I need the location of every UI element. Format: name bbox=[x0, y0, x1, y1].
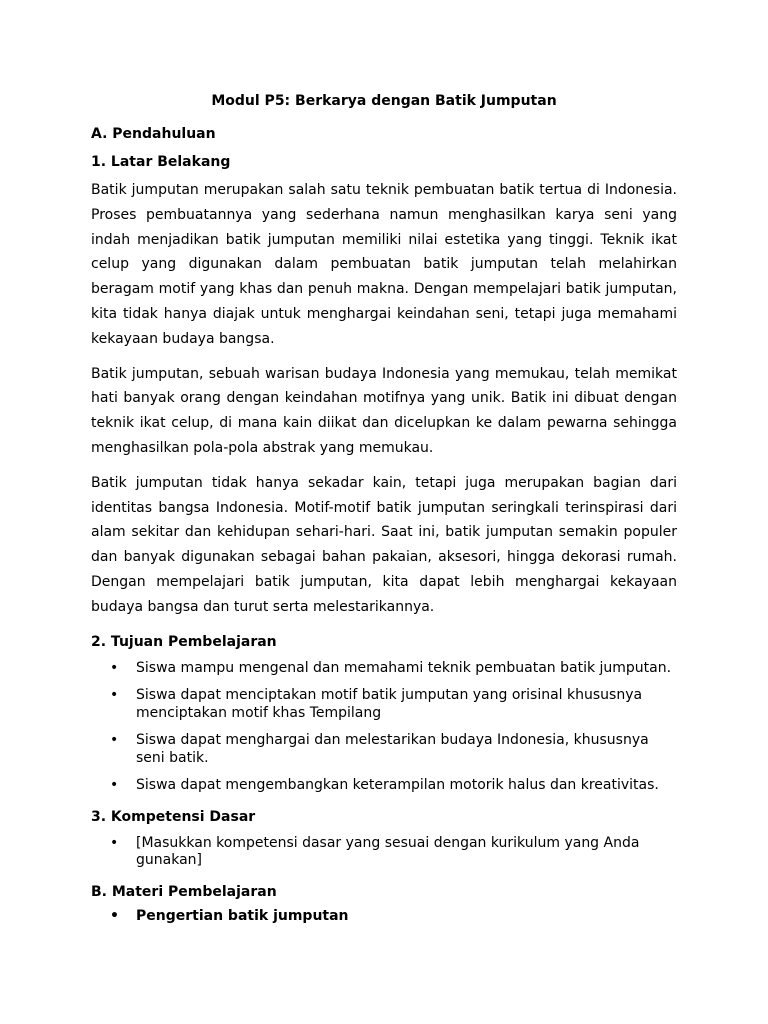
paragraph: Batik jumputan, sebuah warisan budaya Indonesia yang memukau, telah memikat hati banyak orang dengan keindahan motifnya yang unik. Batik ini dibuat dengan teknik ikat celup, di mana kain diikat dan dicelupkan ke dalam pewarna sehingga menghasilkan pola-pola abstrak yang memukau. bbox=[91, 365, 677, 456]
bullet-icon: • bbox=[110, 732, 119, 749]
bullet-icon: • bbox=[110, 834, 119, 851]
document-title: Modul P5: Berkarya dengan Batik Jumputan bbox=[211, 93, 557, 109]
bullet-icon: • bbox=[110, 777, 119, 794]
list-item bbox=[91, 835, 677, 870]
materi-list bbox=[91, 908, 677, 926]
list-item-text: Siswa dapat menciptakan motif batik jumputan yang orisinal khususnya menciptakan motif khas Tempilang bbox=[136, 687, 643, 721]
list-item-text: Siswa dapat mengembangkan keterampilan motorik halus dan kreativitas. bbox=[136, 777, 659, 794]
list-item bbox=[91, 660, 677, 678]
list-item bbox=[91, 908, 677, 926]
document-page bbox=[91, 89, 677, 935]
list-item-text: Pengertian batik jumputan bbox=[136, 907, 349, 924]
kompetensi-heading: 3. Kompetensi Dasar bbox=[91, 808, 256, 825]
paragraph: Batik jumputan merupakan salah satu teknik pembuatan batik tertua di Indonesia. Proses pembuatannya yang sederhana namun menghasilkan karya seni yang indah menjadikan batik jumputan memiliki nilai estetika yang tinggi. Teknik ikat celup yang digunakan dalam pembuatan batik jumputan telah melahirkan beragam motif yang khas dan penuh makna. Dengan mempelajari batik jumputan, kita tidak hanya diajak untuk menghargai keindahan seni, tetapi juga memahami kekayaan budaya bangsa. bbox=[91, 182, 677, 347]
latar-belakang-heading: 1. Latar Belakang bbox=[91, 154, 231, 170]
tujuan-list bbox=[91, 660, 677, 795]
bullet-icon: • bbox=[110, 659, 119, 676]
list-item-text: Siswa dapat menghargai dan melestarikan budaya Indonesia, khususnya seni batik. bbox=[136, 732, 649, 766]
list-item bbox=[91, 732, 677, 767]
tujuan-heading: 2. Tujuan Pembelajaran bbox=[91, 633, 277, 650]
list-item-text: Siswa mampu mengenal dan memahami teknik pembuatan batik jumputan. bbox=[136, 659, 672, 676]
bullet-icon: • bbox=[110, 907, 119, 924]
kompetensi-list bbox=[91, 835, 677, 870]
bullet-icon: • bbox=[110, 687, 119, 704]
list-item bbox=[91, 687, 677, 722]
section-a-heading: A. Pendahuluan bbox=[91, 126, 216, 142]
list-item-text: [Masukkan kompetensi dasar yang sesuai dengan kurikulum yang Anda gunakan] bbox=[136, 834, 640, 869]
paragraph: Batik jumputan tidak hanya sekadar kain, tetapi juga merupakan bagian dari identitas bangsa Indonesia. Motif-motif batik jumputan seringkali terinspirasi dari alam sekitar dan kehidupan sehari-hari. Saat ini, batik jumputan semakin populer dan banyak digunakan sebagai bahan pakaian, aksesori, hingga dekorasi rumah. Dengan mempelajari batik jumputan, kita dapat lebih menghargai kekayaan budaya bangsa dan turut serta melestarikannya. bbox=[91, 474, 677, 615]
section-b-heading: B. Materi Pembelajaran bbox=[91, 883, 277, 900]
list-item bbox=[91, 777, 677, 795]
